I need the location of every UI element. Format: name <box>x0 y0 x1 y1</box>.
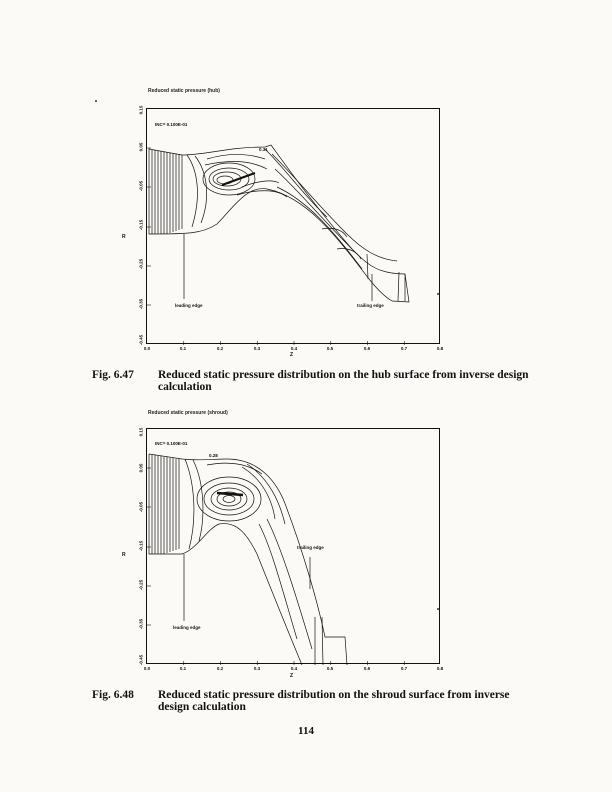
y-tick-label: -0.15 <box>138 540 144 552</box>
x-tick-label: 0.4 <box>290 666 298 671</box>
x-ticks-shroud <box>184 661 405 665</box>
x-ticks-hub <box>184 341 405 345</box>
x-tick-label: 0.3 <box>253 346 261 351</box>
y-tick-label: 0.15 <box>138 427 144 437</box>
x-tick-label: 0.8 <box>436 666 444 671</box>
x-tick-label: 0.8 <box>436 346 444 351</box>
trailing-edge-label-shroud: trailing edge <box>297 545 324 550</box>
plot-title-hub: Reduced static pressure (hub) <box>148 88 220 94</box>
page-number: 114 <box>298 725 314 737</box>
x-tick-label: 0.7 <box>400 346 408 351</box>
y-tick-label: -0.45 <box>138 334 144 346</box>
y-tick-label: -0.35 <box>138 618 144 630</box>
y-axis-label-hub: R <box>122 234 126 240</box>
contour-lines-hub <box>149 145 409 302</box>
caption-text: Reduced static pressure distribution on the hub surface from inverse design calculation <box>158 369 529 393</box>
y-tick-label: -0.35 <box>138 298 144 310</box>
contour-value-hub: 0.31 <box>259 147 268 152</box>
figure-caption-shroud <box>92 689 542 713</box>
x-tick-label: 0.0 <box>143 666 151 671</box>
x-axis-label-hub: Z <box>290 352 294 358</box>
contour-plot-shroud <box>146 428 440 664</box>
plot-title-shroud: Reduced static pressure (shroud) <box>148 410 228 416</box>
y-tick-label: 0.05 <box>138 463 144 473</box>
x-tick-label: 0.6 <box>363 346 371 351</box>
x-tick-label: 0.5 <box>326 346 334 351</box>
figure-caption-hub <box>92 369 542 393</box>
y-axis-label-shroud: R <box>122 552 126 558</box>
x-tick-label: 0.1 <box>179 666 187 671</box>
inc-label-shroud: INC= 0.100E-01 <box>155 441 188 446</box>
trailing-edge-label-hub: trailing edge <box>357 303 384 308</box>
y-tick-label: -0.25 <box>138 258 144 270</box>
contour-value-shroud: 0.28 <box>209 453 218 458</box>
x-tick-label: 0.5 <box>326 666 334 671</box>
leading-edge-label-hub: leading edge <box>175 303 203 308</box>
x-axis-label-shroud: Z <box>290 673 294 679</box>
x-tick-label: 0.6 <box>363 666 371 671</box>
x-tick-label: 0.2 <box>216 666 224 671</box>
y-tick-label: 0.15 <box>138 105 144 115</box>
x-tick-label: 0.2 <box>216 346 224 351</box>
x-tick-label: 0.4 <box>290 346 298 351</box>
contour-lines-shroud <box>149 454 347 665</box>
caption-number: Fig. 6.47 <box>92 369 134 381</box>
inc-label-hub: INC= 0.100E-01 <box>155 122 188 127</box>
y-tick-label: -0.25 <box>138 579 144 591</box>
x-tick-label: 0.7 <box>400 666 408 671</box>
contour-plot-hub <box>146 108 440 344</box>
caption-text: Reduced static pressure distribution on the shroud surface from inverse design calculation <box>158 689 510 713</box>
y-tick-label: -0.45 <box>138 654 144 666</box>
y-tick-label: -0.05 <box>138 180 144 192</box>
leading-edge-label-shroud: leading edge <box>173 625 201 630</box>
y-tick-label: 0.05 <box>138 142 144 152</box>
y-tick-label: -0.05 <box>138 501 144 513</box>
x-tick-label: 0.1 <box>179 346 187 351</box>
y-tick-label: -0.15 <box>138 219 144 231</box>
x-tick-label: 0.3 <box>253 666 261 671</box>
caption-number: Fig. 6.48 <box>92 689 134 701</box>
x-tick-label: 0.0 <box>143 346 151 351</box>
stray-mark <box>95 100 97 102</box>
